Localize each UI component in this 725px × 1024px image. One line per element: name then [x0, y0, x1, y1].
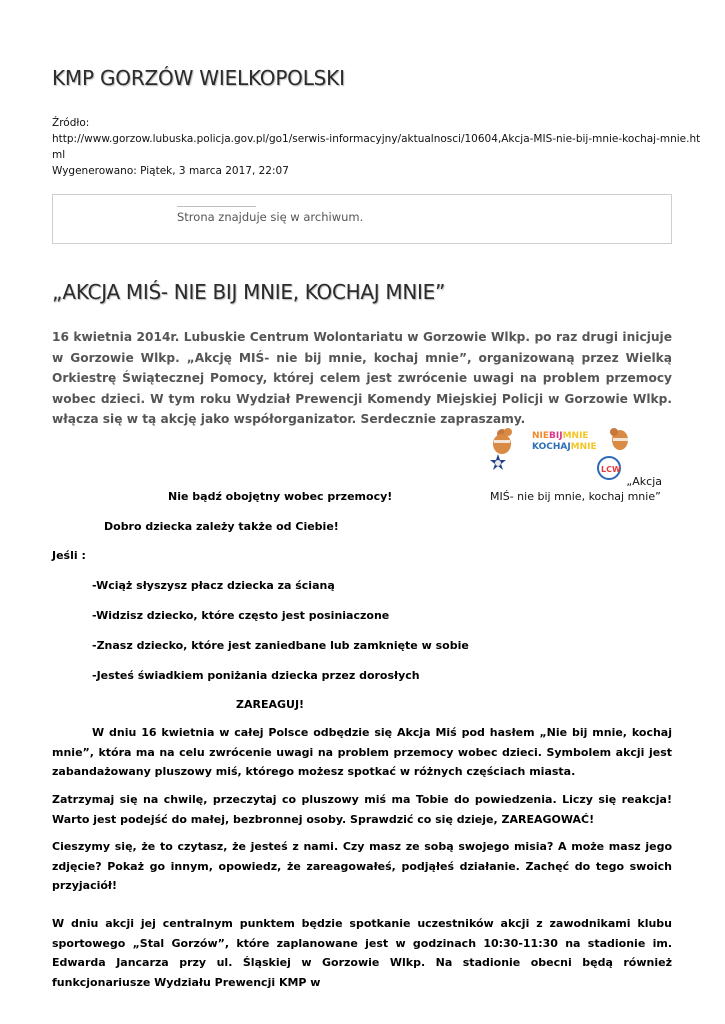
archive-divider	[177, 206, 256, 207]
image-caption	[490, 474, 672, 504]
police-badge-icon	[490, 454, 506, 470]
bullet-item: -Jesteś świadkiem poniżania dziecka przez dorosłych	[92, 669, 420, 682]
bullet-item: -Znasz dziecko, które jest zaniedbane lub zamknięte w sobie	[92, 639, 469, 652]
article-title: „AKCJA MIŚ- NIE BIJ MNIE, KOCHAJ MNIE”	[52, 280, 446, 304]
logo-text-kochaj: KOCHAJ	[532, 442, 571, 452]
logo-text-mnie2: MNIE	[570, 442, 597, 452]
slogan-child-welfare: Dobro dziecka zależy także od Ciebie!	[104, 520, 339, 533]
paragraph-stadium: W dniu akcji jej centralnym punktem będzie spotkanie uczestników akcji z zawodnikami klubu sportowego „Stal Gorzów”, które zaplanowane jest w godzinach 10:30-11:30 na stadionie im. Edwarda Jancarza przy ul. Śląskiej w Gorzowie Wlkp. Na stadionie obecni będą również funkcjonariusze Wydziału Prewencji KMP w	[52, 917, 672, 989]
article-lead: 16 kwietnia 2014r. Lubuskie Centrum Wolontariatu w Gorzowie Wlkp. po raz drugi inicjuje w Gorzowie Wlkp. „Akcję MIŚ- nie bij mnie, kochaj mnie”, organizowaną przez Wielką Orkiestrę Świątecznej Pomocy, której celem jest zwrócenie uwagi na problem przemocy wobec dzieci. W tym roku Wydział Prewencji Komendy Miejskiej Policji w Gorzowie Wlkp. włącza się w tą akcję jako współorganizator. Serdecznie zapraszamy.	[52, 330, 672, 426]
logo-text-mnie: MNIE	[562, 431, 589, 441]
svg-text:NIEBIJMNIE	[532, 431, 589, 441]
source-label: Źródło:	[52, 117, 90, 129]
source-url-line1[interactable]: http://www.gorzow.lubuska.policja.gov.pl/go1/serwis-informacyjny/aktualnosci/10604,Akcja-MIS-nie-bij-mnie-kochaj-mnie.ht	[52, 133, 701, 145]
teddy-bear-icon	[493, 428, 512, 454]
paragraph-action-day: W dniu 16 kwietnia w całej Polsce odbędzie się Akcja Miś pod hasłem „Nie bij mnie, kochaj mnie”, która ma na celu zwrócenie uwagi na problem przemocy wobec dzieci. Symbolem akcji jest zabandażowany pluszowy miś, którego możesz spotkać w różnych częściach miasta.	[52, 726, 672, 778]
paragraph-stop: Zatrzymaj się na chwilę, przeczytaj co pluszowy miś ma Tobie do powiedzenia. Liczy się reakcja! Warto jest podejść do małej, bezbronnej osoby. Sprawdzić co się dzieje, ZAREAGOWAĆ!	[52, 793, 672, 826]
archive-notice-box	[52, 194, 672, 244]
bullet-item: -Wciąż słyszysz płacz dziecka za ścianą	[92, 579, 335, 592]
source-url-line2[interactable]: ml	[52, 149, 66, 161]
lcw-badge-text: LCW	[601, 465, 621, 474]
image-caption-line2: MIŚ- nie bij mnie, kochaj mnie”	[490, 490, 661, 503]
paragraph-glad: Cieszymy się, że to czytasz, że jesteś z nami. Czy masz ze sobą swojego misia? A może masz jego zdjęcie? Pokaż go innym, opowiedz, że zareagowałeś, podjąłeś działanie. Zachęć do tego swoich przyjaciół!	[52, 840, 672, 892]
logo-text-bij: BIJ	[549, 431, 563, 441]
teddy-bear-right-icon	[610, 428, 628, 450]
logo-text-nie: NIE	[532, 431, 550, 441]
slogan-indifference: Nie bądź obojętny wobec przemocy!	[168, 490, 393, 503]
source-metadata	[52, 115, 701, 179]
svg-text:KOCHAJMNIE	[532, 442, 597, 452]
site-title: KMP GORZÓW WIELKOPOLSKI	[52, 66, 345, 90]
if-label: Jeśli :	[52, 549, 86, 562]
image-caption-line1: „Akcja	[626, 475, 662, 488]
archive-notice: Strona znajduje się w archiwum.	[177, 210, 364, 224]
bullet-item: -Widzisz dziecko, które często jest posiniaczone	[92, 609, 390, 622]
generated-date: Wygenerowano: Piątek, 3 marca 2017, 22:07	[52, 165, 289, 177]
call-to-action: ZAREAGUJ!	[236, 698, 305, 711]
